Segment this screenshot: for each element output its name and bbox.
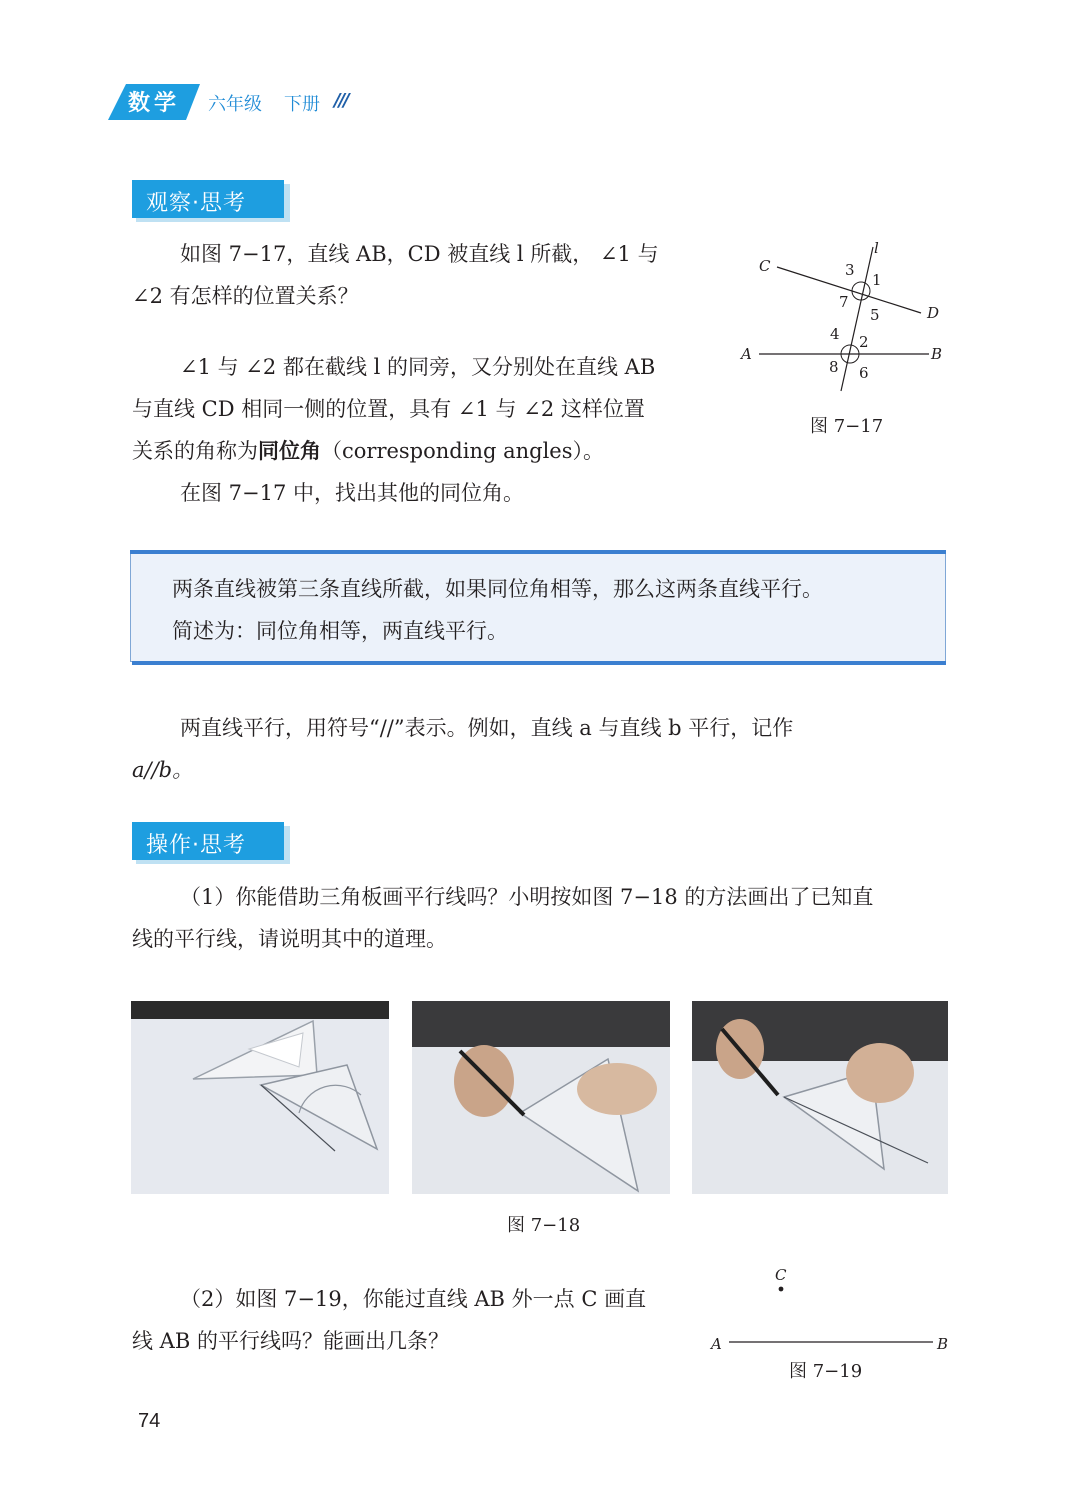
point-c [779, 1287, 784, 1292]
label-l: l [874, 239, 879, 257]
grade-label: 六年级 [208, 94, 262, 115]
rule-statement: 两条直线被第三条直线所截，如果同位角相等，那么这两条直线平行。 [172, 577, 823, 601]
paragraph-parallel-symbol: 两直线平行，用符号“//”表示。例如，直线 a 与直线 b 平行，记作 [180, 716, 794, 740]
paragraph-definition-line [132, 430, 604, 472]
label-b: B [931, 345, 943, 363]
label-b: B [937, 1335, 949, 1352]
angle-label-7: 7 [839, 293, 849, 311]
text-fragment: （corresponding angles）。 [321, 439, 605, 463]
paragraph-parallel-example: a//b。 [132, 758, 194, 782]
paragraph-question-line: ∠2 有怎样的位置关系？ [132, 284, 359, 308]
page-header [108, 78, 408, 124]
photo-drawing-step-2 [692, 1001, 948, 1194]
page-number: 74 [138, 1410, 161, 1432]
paragraph-definition-line: 与直线 CD 相同一侧的位置，具有 ∠1 与 ∠2 这样位置 [132, 397, 645, 421]
label-c: C [759, 257, 771, 275]
header-slash-decoration: /// [334, 90, 348, 111]
section-tag-operate-think [132, 822, 290, 864]
paragraph-question-line: 如图 7−17，直线 AB，CD 被直线 l 所截， ∠1 与 [180, 242, 659, 266]
label-c: C [775, 1266, 787, 1284]
text-fragment: 关系的角称为 [132, 439, 258, 463]
label-d: D [927, 304, 940, 322]
section-title: 操作·思考 [146, 833, 246, 858]
question-2-line: （2）如图 7−19，你能过直线 AB 外一点 C 画直 [180, 1287, 647, 1311]
section-title: 观察·思考 [146, 191, 246, 216]
term-corresponding-angles: 同位角 [258, 439, 321, 463]
question-2-line: 线 AB 的平行线吗？能画出几条？ [132, 1329, 449, 1353]
angle-label-6: 6 [859, 364, 869, 382]
angle-label-8: 8 [829, 358, 839, 376]
figure-7-19 [705, 1262, 955, 1352]
label-a: A [741, 345, 752, 363]
angle-label-1: 1 [872, 271, 882, 289]
angle-label-2: 2 [859, 333, 869, 351]
angle-marker [852, 282, 870, 300]
angle-label-5: 5 [870, 306, 880, 324]
photo-drawing-step-1 [412, 1001, 670, 1194]
rule-box [130, 550, 948, 667]
section-tag-observe-think [132, 180, 290, 222]
paragraph-definition-line: ∠1 与 ∠2 都在截线 l 的同旁，又分别处在直线 AB [180, 355, 656, 379]
question-1-line: 线的平行线，请说明其中的道理。 [132, 927, 447, 951]
label-a: A [711, 1335, 722, 1352]
rule-summary: 简述为：同位角相等，两直线平行。 [172, 619, 508, 643]
angle-label-4: 4 [830, 325, 840, 343]
figure-caption: 图 7−17 [810, 416, 884, 437]
question-1-line: （1）你能借助三角板画平行线吗？小明按如图 7−18 的方法画出了已知直 [180, 885, 874, 909]
figure-caption: 图 7−19 [789, 1361, 863, 1382]
paragraph-task: 在图 7−17 中，找出其他的同位角。 [180, 481, 525, 505]
subject-label: 数学 [128, 91, 181, 116]
figure-caption: 图 7−18 [507, 1215, 581, 1236]
photo-setsquares [131, 1001, 389, 1194]
figure-7-17 [735, 235, 955, 405]
angle-label-3: 3 [845, 261, 855, 279]
volume-label: 下册 [284, 94, 320, 115]
